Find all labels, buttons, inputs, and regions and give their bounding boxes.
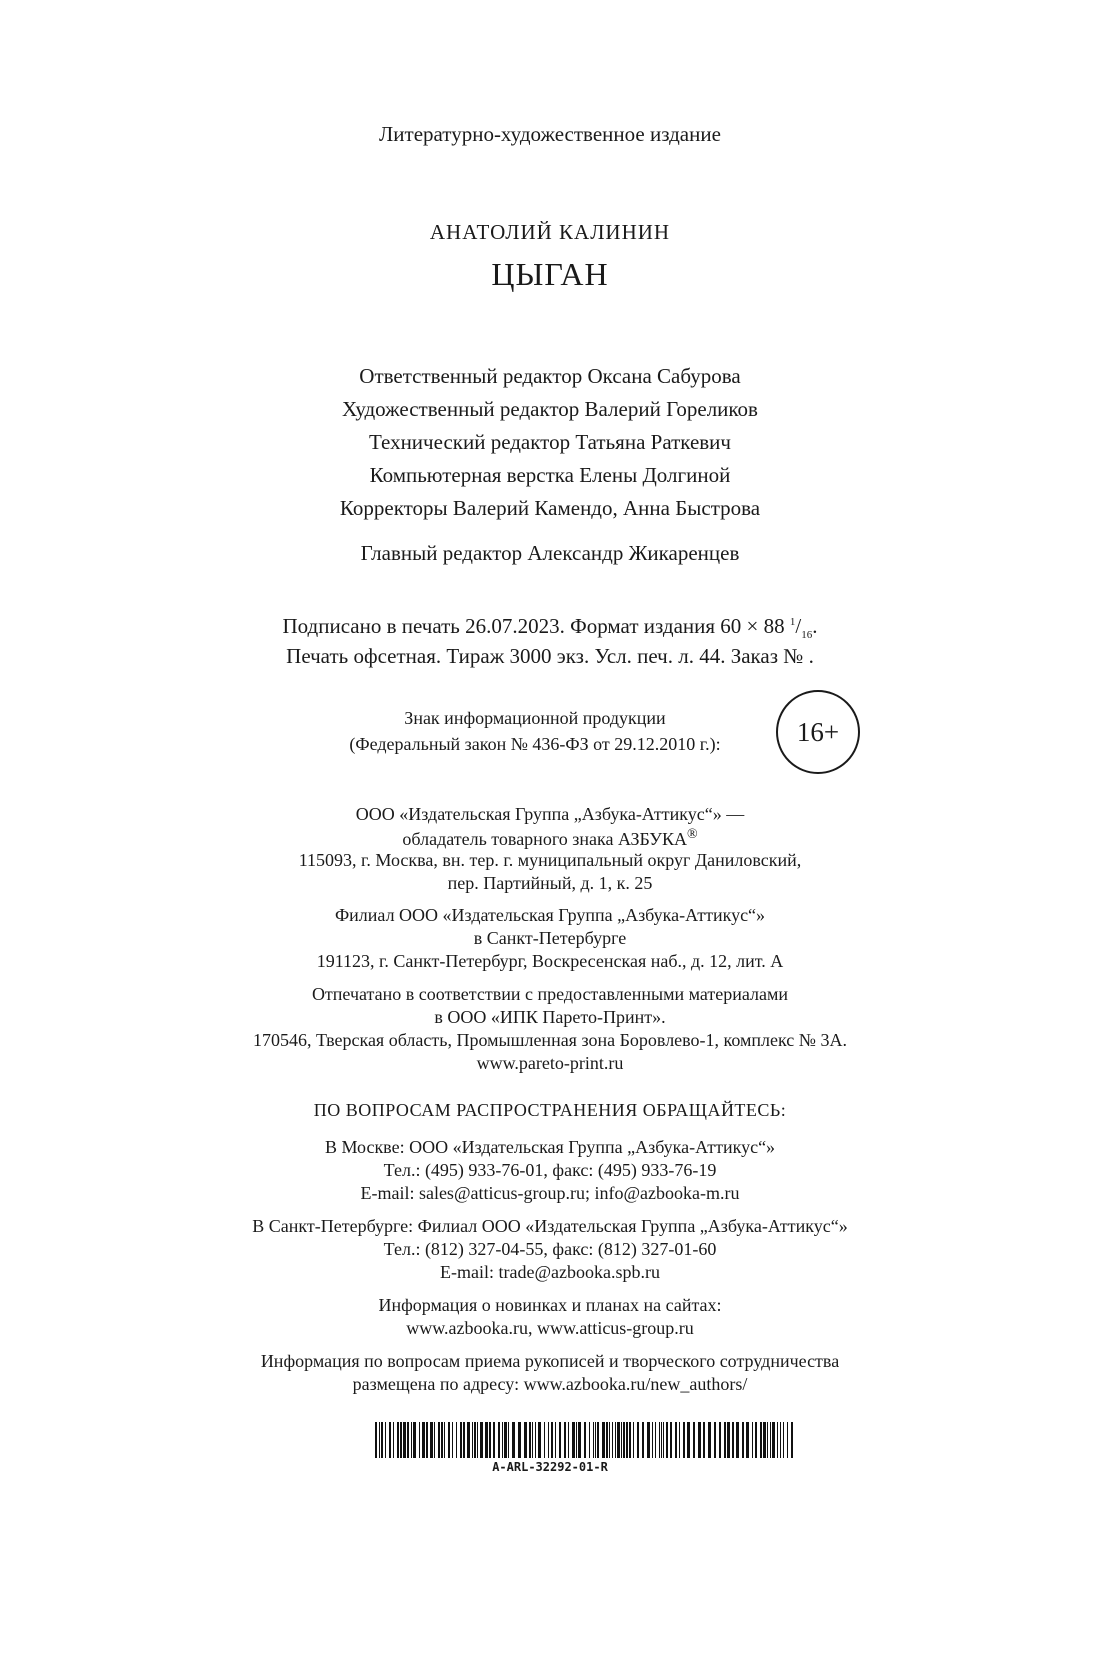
barcode-bar <box>589 1422 590 1458</box>
barcode-bar <box>602 1422 605 1458</box>
barcode-bar <box>606 1422 608 1458</box>
barcode-bar <box>559 1422 561 1458</box>
barcode-bar <box>403 1422 406 1458</box>
barcode-bar <box>472 1422 473 1458</box>
barcode-bar <box>772 1422 775 1458</box>
barcode-bar <box>572 1422 575 1458</box>
barcode-bar <box>489 1422 491 1458</box>
barcode-bar <box>637 1422 639 1458</box>
branch-line: в Санкт-Петербурге <box>473 928 627 948</box>
publisher-line: 115093, г. Москва, вн. тер. г. муниципальный округ Даниловский, <box>298 850 802 870</box>
barcode-bar <box>564 1422 566 1458</box>
barcode-bar <box>714 1422 716 1458</box>
manuscripts-line: Информация по вопросам приема рукописей и творческого сотрудничества <box>260 1351 840 1371</box>
barcode-bar <box>687 1422 690 1458</box>
barcode-bar <box>791 1422 793 1458</box>
barcode-bar <box>642 1422 644 1458</box>
barcode-bar <box>485 1422 488 1458</box>
moscow-contact-line: Тел.: (495) 933-76-01, факс: (495) 933-76-19 <box>383 1160 717 1180</box>
barcode-bar <box>498 1422 500 1458</box>
staff-line: Технический редактор Татьяна Раткевич <box>369 430 731 454</box>
barcode-bar <box>467 1422 470 1458</box>
barcode-bar <box>397 1422 399 1458</box>
staff-line: Ответственный редактор Оксана Сабурова <box>359 364 741 388</box>
barcode-bar <box>736 1422 739 1458</box>
websites-line: Информация о новинках и планах на сайтах: <box>378 1295 722 1315</box>
barcode-bar <box>379 1422 380 1458</box>
barcode-bar <box>595 1422 596 1458</box>
barcode-bar <box>551 1422 553 1458</box>
websites-line: www.azbooka.ru, www.atticus-group.ru <box>406 1318 694 1338</box>
staff-line: Художественный редактор Валерий Гореликов <box>342 397 758 421</box>
barcode-bar <box>568 1422 569 1458</box>
barcode-bar <box>529 1422 531 1458</box>
publisher-line: ООО «Издательская Группа „Азбука-Аттикус“» — <box>355 804 745 824</box>
spb-contact-line: Тел.: (812) 327-04-55, факс: (812) 327-01-60 <box>383 1239 717 1259</box>
barcode-bar <box>538 1422 541 1458</box>
print-details-line2: Печать офсетная. Тираж 3000 экз. Усл. печ. л. 44. Заказ № . <box>286 644 814 668</box>
barcode-bar <box>578 1422 581 1458</box>
barcode-bar <box>647 1422 650 1458</box>
barcode-bar <box>752 1422 753 1458</box>
age-rating-law: (Федеральный закон № 436-ФЗ от 29.12.2010 г.): <box>349 734 721 754</box>
barcode-bar <box>732 1422 734 1458</box>
barcode-bar <box>780 1422 781 1458</box>
moscow-contact-line: E-mail: sales@atticus-group.ru; info@azbooka-m.ru <box>360 1183 740 1203</box>
barcode-bar <box>742 1422 744 1458</box>
staff-line: Компьютерная верстка Елены Долгиной <box>369 463 731 487</box>
barcode-bar <box>463 1422 465 1458</box>
barcode-number: A-ARL-32292-01-R <box>492 1460 608 1474</box>
publisher-trademark-line: обладатель товарного знака АЗБУКА® <box>402 827 698 849</box>
barcode-bar <box>626 1422 628 1458</box>
barcode-bar <box>518 1422 521 1458</box>
barcode-bar <box>655 1422 656 1458</box>
barcode-bar <box>385 1422 386 1458</box>
barcode-bar <box>535 1422 536 1458</box>
barcode-bar <box>555 1422 556 1458</box>
barcode-bar <box>480 1422 483 1458</box>
manuscripts-line: размещена по адресу: www.azbooka.ru/new_authors/ <box>352 1374 748 1394</box>
age-rating-badge: 16+ <box>776 690 860 774</box>
barcode-bar <box>633 1422 634 1458</box>
distribution-heading: ПО ВОПРОСАМ РАСПРОСТРАНЕНИЯ ОБРАЩАЙТЕСЬ: <box>313 1100 787 1120</box>
barcode-bar <box>708 1422 711 1458</box>
printer-website: www.pareto-print.ru <box>476 1053 624 1073</box>
barcode-bar <box>679 1422 680 1458</box>
barcode-bar <box>460 1422 462 1458</box>
registered-trademark-icon: ® <box>686 827 698 842</box>
spb-contact-line: В Санкт-Петербурге: Филиал ООО «Издательская Группа „Азбука-Аттикус“» <box>252 1216 848 1236</box>
barcode-bar <box>441 1422 443 1458</box>
barcode-bar <box>422 1422 425 1458</box>
barcode-bar <box>413 1422 416 1458</box>
barcode-bar <box>502 1422 503 1458</box>
age-rating-label: Знак информационной продукции <box>404 708 666 728</box>
book-title: ЦЫГАН <box>491 256 609 292</box>
branch-line: 191123, г. Санкт-Петербург, Воскресенская наб., д. 12, лит. А <box>316 951 784 971</box>
barcode-bar <box>544 1422 545 1458</box>
barcode-bar <box>548 1422 549 1458</box>
printer-line: 170546, Тверская область, Промышленная зона Боровлево-1, комплекс № 3А. <box>253 1030 847 1050</box>
barcode-bar <box>512 1422 515 1458</box>
print-details-line1: Подписано в печать 26.07.2023. Формат издания 60 × 88 $^1/_{16}$. <box>282 614 818 642</box>
barcode-bar <box>763 1422 766 1458</box>
barcode-bar <box>661 1422 662 1458</box>
barcode-bar <box>532 1422 533 1458</box>
barcode-bar <box>419 1422 420 1458</box>
barcode-bar <box>597 1422 599 1458</box>
barcode-bar <box>767 1422 768 1458</box>
barcode-bar <box>456 1422 457 1458</box>
spb-contact-line: E-mail: trade@azbooka.spb.ru <box>440 1262 660 1282</box>
barcode-bar <box>493 1422 495 1458</box>
barcode-bar <box>670 1422 672 1458</box>
author-name: АНАТОЛИЙ КАЛИНИН <box>429 220 671 244</box>
barcode-bar <box>584 1422 586 1458</box>
barcode-bar <box>787 1422 788 1458</box>
printer-line: в ООО «ИПК Парето-Принт». <box>434 1007 666 1027</box>
barcode-bar <box>411 1422 412 1458</box>
barcode-bar <box>724 1422 726 1458</box>
barcode-bar <box>612 1422 613 1458</box>
barcode-bar <box>659 1422 660 1458</box>
barcode-bar <box>381 1422 383 1458</box>
barcode-bar <box>760 1422 762 1458</box>
barcode-bar <box>430 1422 433 1458</box>
chief-editor: Главный редактор Александр Жикаренцев <box>360 541 740 565</box>
barcode-bar <box>615 1422 616 1458</box>
barcode-bar <box>683 1422 685 1458</box>
barcode-bar <box>617 1422 620 1458</box>
barcode-bar <box>452 1422 453 1458</box>
barcode-bar <box>400 1422 402 1458</box>
moscow-contact-line: В Москве: ООО «Издательская Группа „Азбука-Аттикус“» <box>324 1137 776 1157</box>
barcode-bar <box>407 1422 409 1458</box>
barcode-bar <box>477 1422 478 1458</box>
barcode-bar <box>609 1422 610 1458</box>
barcode-bar <box>504 1422 507 1458</box>
barcode-bar <box>524 1422 527 1458</box>
barcode-bar <box>652 1422 653 1458</box>
staff-line: Корректоры Валерий Камендо, Анна Быстрова <box>339 496 761 520</box>
branch-line: Филиал ООО «Издательская Группа „Азбука-Аттикус“» <box>334 905 766 925</box>
barcode-bar <box>393 1422 394 1458</box>
barcode-bar <box>438 1422 440 1458</box>
barcode-bar <box>719 1422 721 1458</box>
barcode-bar <box>448 1422 450 1458</box>
barcode-bar <box>777 1422 778 1458</box>
barcode-bar <box>666 1422 668 1458</box>
printer-line: Отпечатано в соответствии с предоставленными материалами <box>311 984 789 1004</box>
barcode-bar <box>770 1422 771 1458</box>
barcode-bar <box>783 1422 784 1458</box>
barcode <box>375 1422 795 1458</box>
barcode-bar <box>444 1422 445 1458</box>
barcode-bar <box>434 1422 435 1458</box>
barcode-bar <box>698 1422 701 1458</box>
barcode-bar <box>375 1422 377 1458</box>
barcode-bar <box>426 1422 428 1458</box>
barcode-bar <box>755 1422 757 1458</box>
barcode-bar <box>663 1422 664 1458</box>
edition-type: Литературно-художественное издание <box>379 122 721 146</box>
barcode-bar <box>746 1422 749 1458</box>
barcode-bar <box>593 1422 594 1458</box>
publisher-line: пер. Партийный, д. 1, к. 25 <box>447 873 653 893</box>
age-rating-text <box>320 705 750 757</box>
barcode-bar <box>703 1422 705 1458</box>
barcode-bar <box>727 1422 730 1458</box>
barcode-bar <box>474 1422 476 1458</box>
barcode-bar <box>576 1422 577 1458</box>
barcode-bar <box>621 1422 622 1458</box>
barcode-bar <box>389 1422 391 1458</box>
barcode-bar <box>623 1422 625 1458</box>
barcode-bar <box>629 1422 631 1458</box>
barcode-bar <box>508 1422 509 1458</box>
barcode-bar <box>675 1422 677 1458</box>
barcode-bar <box>693 1422 695 1458</box>
